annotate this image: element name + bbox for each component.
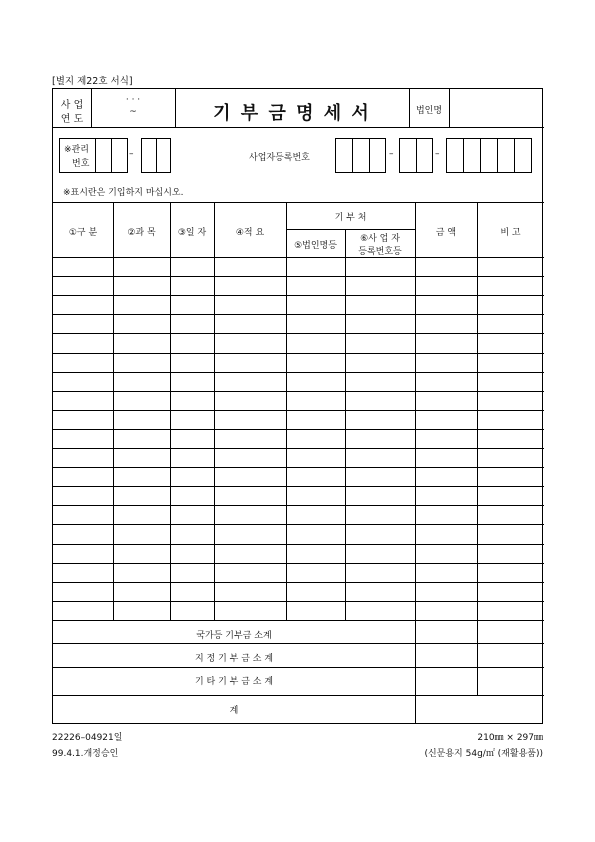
form-label: [별지 제22호 서식] [52,76,133,87]
paper-size: 210㎜ × 297㎜ [477,733,543,743]
col-header-subject: ②과 목 [127,228,156,238]
fiscal-year-label-2: 연 도 [60,114,84,125]
approval-date: 99.4.1.개정승인 [52,749,119,759]
biz-reg-number-label: 사업자등록번호 [249,153,310,163]
biz-reg-number-box-3[interactable] [446,138,532,173]
col-header-bizreg-2: 등록번호등 [358,247,402,257]
col-header-category: ①구 분 [68,228,98,238]
biz-reg-number-box-1[interactable] [335,138,386,173]
form-code: 22226–04921일 [52,733,123,743]
fiscal-year-dates[interactable]: · · · [125,95,141,105]
biz-reg-dash-1: – [389,149,394,159]
col-header-amount: 금 액 [435,228,457,238]
subtotal-national: 국가등 기부금 소계 [196,631,272,641]
note-do-not-fill: ※표시란은 기입하지 마십시오. [63,188,184,198]
col-header-corp-name: ⑤법인명등 [294,241,337,251]
subtotal-designated: 지 정 기 부 금 소 계 [194,654,274,664]
col-header-bizreg-1: ⑥사 업 자 [360,234,400,244]
col-header-donee: 기 부 처 [334,213,367,223]
corp-name-field[interactable] [450,90,542,126]
donation-statement-form [52,88,543,724]
biz-reg-dash-2: – [435,149,440,159]
subtotal-other: 기 타 기 부 금 소 계 [194,677,274,687]
grand-total: 계 [229,706,239,716]
mgmt-number-label-2: 번호 [72,159,90,169]
fiscal-year-range-tilde: ~ [129,107,137,117]
mgmt-number-label-1: ※관리 [64,145,89,155]
paper-spec: (신문용지 54g/㎡ (재활용품)) [424,749,543,759]
col-header-description: ④적 요 [235,228,265,238]
mgmt-number-dash: – [129,149,134,159]
col-header-remarks: 비 고 [500,228,521,238]
form-title: 기 부 금 명 세 서 [213,103,371,124]
col-header-date: ③일 자 [177,228,207,238]
data-rows [53,257,544,620]
fiscal-year-label-1: 사 업 [60,100,84,111]
corp-name-label: 법인명 [415,106,443,116]
